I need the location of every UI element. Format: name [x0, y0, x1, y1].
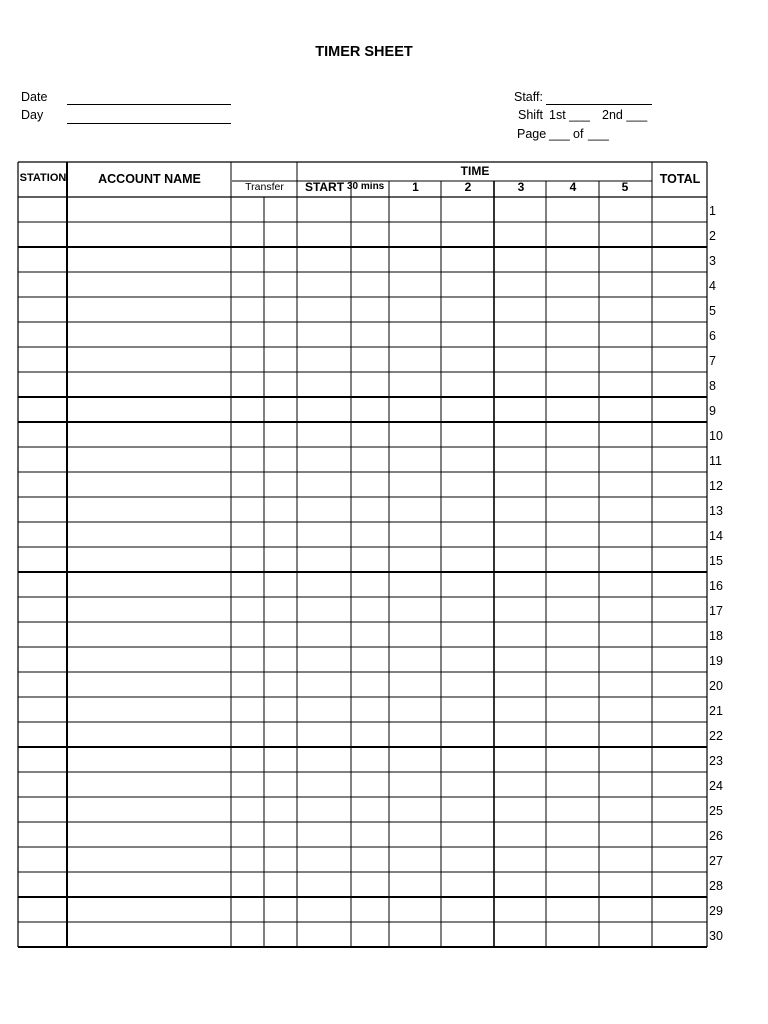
row-number: 3: [709, 254, 716, 268]
row-number: 8: [709, 379, 716, 393]
row-number: 16: [709, 579, 723, 593]
row-number: 5: [709, 304, 716, 318]
row-number: 6: [709, 329, 716, 343]
column-header-account-name: ACCOUNT NAME: [98, 173, 201, 186]
row-number: 26: [709, 829, 723, 843]
column-header-total: TOTAL: [659, 173, 701, 186]
row-number: 13: [709, 504, 723, 518]
row-number: 17: [709, 604, 723, 618]
subheader-5: 5: [621, 181, 629, 193]
subheader-4: 4: [569, 181, 577, 193]
subheader-30-mins: 30 mins: [347, 182, 385, 192]
shift-first-option[interactable]: 1st ___: [549, 108, 591, 122]
column-header-station: STATION: [19, 173, 67, 184]
row-number: 21: [709, 704, 723, 718]
row-number: 25: [709, 804, 723, 818]
subheader-start: START: [304, 181, 345, 193]
row-number: 20: [709, 679, 723, 693]
row-number: 22: [709, 729, 723, 743]
row-number: 27: [709, 854, 723, 868]
row-number: 15: [709, 554, 723, 568]
subheader-2: 2: [464, 181, 472, 193]
row-number: 19: [709, 654, 723, 668]
subheader-1: 1: [412, 181, 419, 193]
row-number: 9: [709, 404, 716, 418]
row-number: 14: [709, 529, 723, 543]
page-total-field[interactable]: ___: [588, 127, 609, 141]
row-number: 23: [709, 754, 723, 768]
subheader-3: 3: [517, 181, 525, 193]
row-number: 4: [709, 279, 716, 293]
shift-label: Shift: [518, 108, 544, 122]
row-number: 1: [709, 204, 716, 218]
column-header-time: TIME: [460, 165, 490, 177]
row-number: 18: [709, 629, 723, 643]
staff-label: Staff:: [514, 90, 543, 104]
page-number-field[interactable]: ___: [549, 127, 570, 141]
day-label: Day: [21, 108, 44, 122]
page-label: Page: [517, 127, 547, 141]
row-number: 12: [709, 479, 723, 493]
row-number: 7: [709, 354, 716, 368]
shift-second-option[interactable]: 2nd ___: [602, 108, 648, 122]
page-of-label: of: [573, 127, 584, 141]
row-number: 30: [709, 929, 723, 943]
subheader-transfer: Transfer: [245, 182, 284, 193]
row-number: 10: [709, 429, 723, 443]
row-number: 28: [709, 879, 723, 893]
page-title: TIMER SHEET: [315, 44, 413, 60]
row-number: 2: [709, 229, 716, 243]
row-number: 11: [709, 454, 722, 468]
row-number: 24: [709, 779, 723, 793]
row-number: 29: [709, 904, 723, 918]
date-label: Date: [21, 90, 48, 104]
